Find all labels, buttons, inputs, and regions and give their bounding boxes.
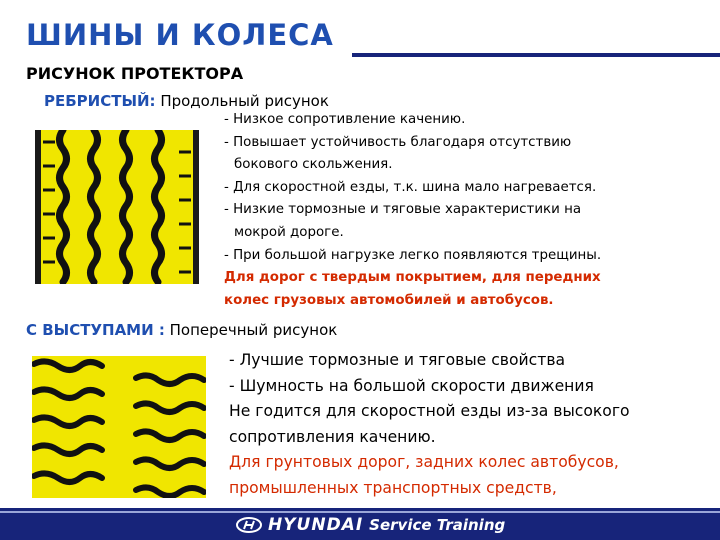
slide-subtitle: РИСУНОК ПРОТЕКТОРА	[26, 64, 244, 83]
rib-tread-image	[35, 130, 199, 284]
rib-application-note: колес грузовых автомобилей и автобусов.	[224, 292, 554, 308]
rib-section-heading	[44, 92, 329, 110]
rib-bullet: бокового скольжения.	[234, 157, 393, 173]
lug-application-note: Для грунтовых дорог, задних колес автобусов,	[229, 453, 619, 472]
lug-bullet: Не годится для скоростной езды из-за высокого	[229, 402, 630, 421]
rib-bullet: - Для скоростной езды, т.к. шина мало нагревается.	[224, 179, 597, 195]
slide-title: ШИНЫ И КОЛЕСА	[26, 18, 334, 52]
lug-application-note: промышленных транспортных средств,	[229, 478, 557, 497]
brand-name: HYUNDAI	[268, 515, 364, 535]
brand-tagline: Service Training	[369, 516, 506, 534]
lug-tread-pattern-icon	[32, 356, 206, 498]
rib-tread-pattern-icon	[35, 130, 199, 284]
lug-bullet: - Шумность на большой скорости движения	[229, 376, 594, 395]
rib-bullet: - Низкие тормозные и тяговые характеристики на	[224, 202, 582, 218]
footer-brand	[236, 515, 505, 535]
lug-section-key: С ВЫСТУПАМИ :	[26, 321, 165, 339]
rib-bullet: - При большой нагрузке легко появляются трещины.	[224, 247, 602, 263]
hyundai-logo-icon	[236, 517, 262, 533]
rib-section-key: РЕБРИСТЫЙ:	[44, 92, 156, 110]
lug-bullet: - Лучшие тормозные и тяговые свойства	[229, 351, 566, 369]
rib-bullet: - Повышает устойчивость благодаря отсутствию	[224, 134, 572, 150]
footer-divider	[0, 511, 720, 513]
lug-section-heading	[26, 321, 337, 339]
lug-bullet-list	[229, 348, 630, 527]
rib-bullet-list	[224, 109, 601, 312]
rib-bullet: мокрой дороге.	[234, 224, 344, 240]
lug-tread-image	[32, 356, 206, 498]
lug-section-text: Поперечный рисунок	[164, 321, 338, 339]
lug-bullet: сопротивления качению.	[229, 427, 436, 446]
title-underline	[352, 53, 720, 57]
rib-bullet: - Низкое сопротивление качению.	[224, 112, 466, 127]
rib-section-text: Продольный рисунок	[155, 92, 329, 110]
rib-application-note: Для дорог с твердым покрытием, для передних	[224, 270, 601, 286]
